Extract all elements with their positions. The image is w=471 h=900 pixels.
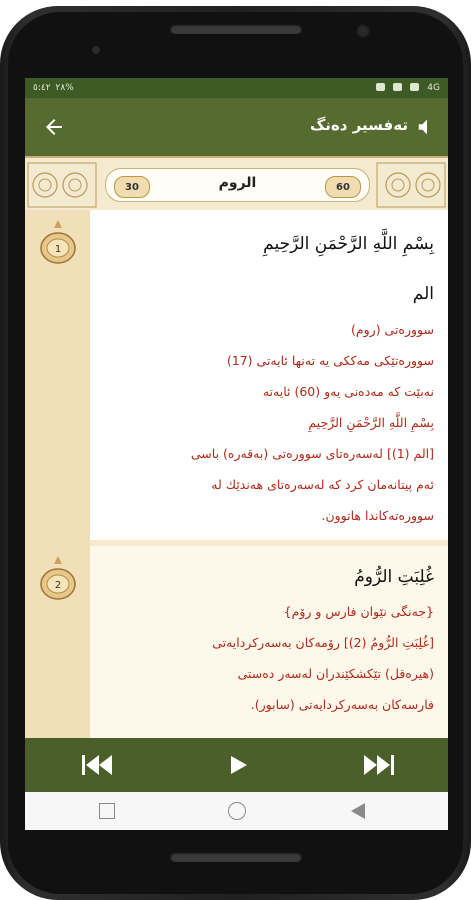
skip-previous-icon[interactable] bbox=[77, 750, 117, 780]
surah-header bbox=[25, 156, 448, 214]
tafsir-content[interactable] bbox=[25, 210, 448, 738]
recents-square-icon[interactable] bbox=[99, 803, 115, 819]
system-nav-bar bbox=[25, 792, 448, 830]
verse-marker-2[interactable] bbox=[38, 554, 78, 602]
bottom-speaker bbox=[170, 852, 302, 862]
tafsir-line: (هیرەقل) تێکشکێندران لەسەر دەستی bbox=[237, 666, 434, 681]
ornament-left bbox=[27, 162, 97, 208]
earpiece bbox=[170, 24, 302, 34]
verse-arabic-letters: الم bbox=[412, 284, 434, 304]
verse-marker-1[interactable] bbox=[38, 218, 78, 266]
verse-count-badge: 60 bbox=[325, 176, 361, 198]
volume-icon[interactable] bbox=[416, 116, 438, 138]
tafsir-line: [الم (1)] لەسەرەتای سوورەتی (بەقەرە) باسی bbox=[190, 446, 434, 461]
battery-level: ٢٨% bbox=[55, 83, 74, 93]
skip-next-icon[interactable] bbox=[359, 750, 399, 780]
tafsir-line: سوورەتی (روم) bbox=[351, 322, 434, 337]
notification-icon bbox=[376, 83, 385, 91]
verse-number: 2 bbox=[54, 580, 62, 591]
front-camera bbox=[356, 24, 370, 38]
tafsir-line: سوورەتێکی مەککی یە تەنها ئایەتی (17) bbox=[226, 353, 434, 368]
status-right bbox=[376, 83, 440, 93]
verse-gutter bbox=[25, 210, 90, 738]
tafsir-line: {جەنگی نێوان فارس و رۆم} bbox=[283, 604, 434, 619]
tafsir-line: سوورەتەکاندا هاتوون. bbox=[321, 508, 434, 523]
app-bar bbox=[25, 98, 448, 156]
ornament-right bbox=[376, 162, 446, 208]
clock: ٥:٤٢ bbox=[33, 83, 51, 93]
tafsir-line: ئەم پیتانەمان کرد کە لەسەرەتای هەندێك لە bbox=[211, 477, 434, 492]
app-title: تەفسیر دەنگ bbox=[309, 116, 408, 134]
verse-number: 1 bbox=[54, 244, 62, 255]
play-icon[interactable] bbox=[217, 750, 257, 780]
back-arrow-icon[interactable] bbox=[39, 112, 69, 142]
tafsir-text bbox=[90, 590, 448, 720]
tafsir-line: [غُلِبَتِ الرُّومُ (2)] رۆمەکان بەسەرکردایەتی bbox=[212, 635, 434, 650]
back-triangle-icon[interactable] bbox=[351, 803, 365, 819]
sensor bbox=[92, 46, 100, 54]
screen bbox=[25, 78, 448, 830]
audio-player-bar bbox=[25, 738, 448, 792]
verse-arabic: غُلِبَتِ الرُّومُ bbox=[354, 567, 434, 587]
signal-label: 4G bbox=[427, 83, 440, 93]
status-left bbox=[33, 83, 74, 93]
tafsir-line: فارسەکان بەسەرکردایەتی (سابور). bbox=[250, 697, 434, 712]
notification-icon bbox=[410, 83, 419, 91]
surah-name: الروم bbox=[218, 175, 257, 191]
status-bar bbox=[25, 78, 448, 98]
home-circle-icon[interactable] bbox=[228, 802, 246, 820]
verse-2[interactable] bbox=[90, 546, 448, 738]
tafsir-text bbox=[90, 308, 448, 531]
tafsir-line: نەبێت کە مەدەنی یەو (60) ئایەتە bbox=[262, 384, 434, 399]
surah-banner bbox=[105, 168, 370, 202]
verse-arabic: بِسْمِ اللَّهِ الرَّحْمَنِ الرَّحِيمِ bbox=[263, 234, 434, 254]
verse-1[interactable] bbox=[90, 210, 448, 540]
surah-number-badge: 30 bbox=[114, 176, 150, 198]
tafsir-line: بِسْمِ اللَّهِ الرَّحْمَنِ الرَّحِيمِ bbox=[308, 415, 434, 430]
notification-icon bbox=[393, 83, 402, 91]
